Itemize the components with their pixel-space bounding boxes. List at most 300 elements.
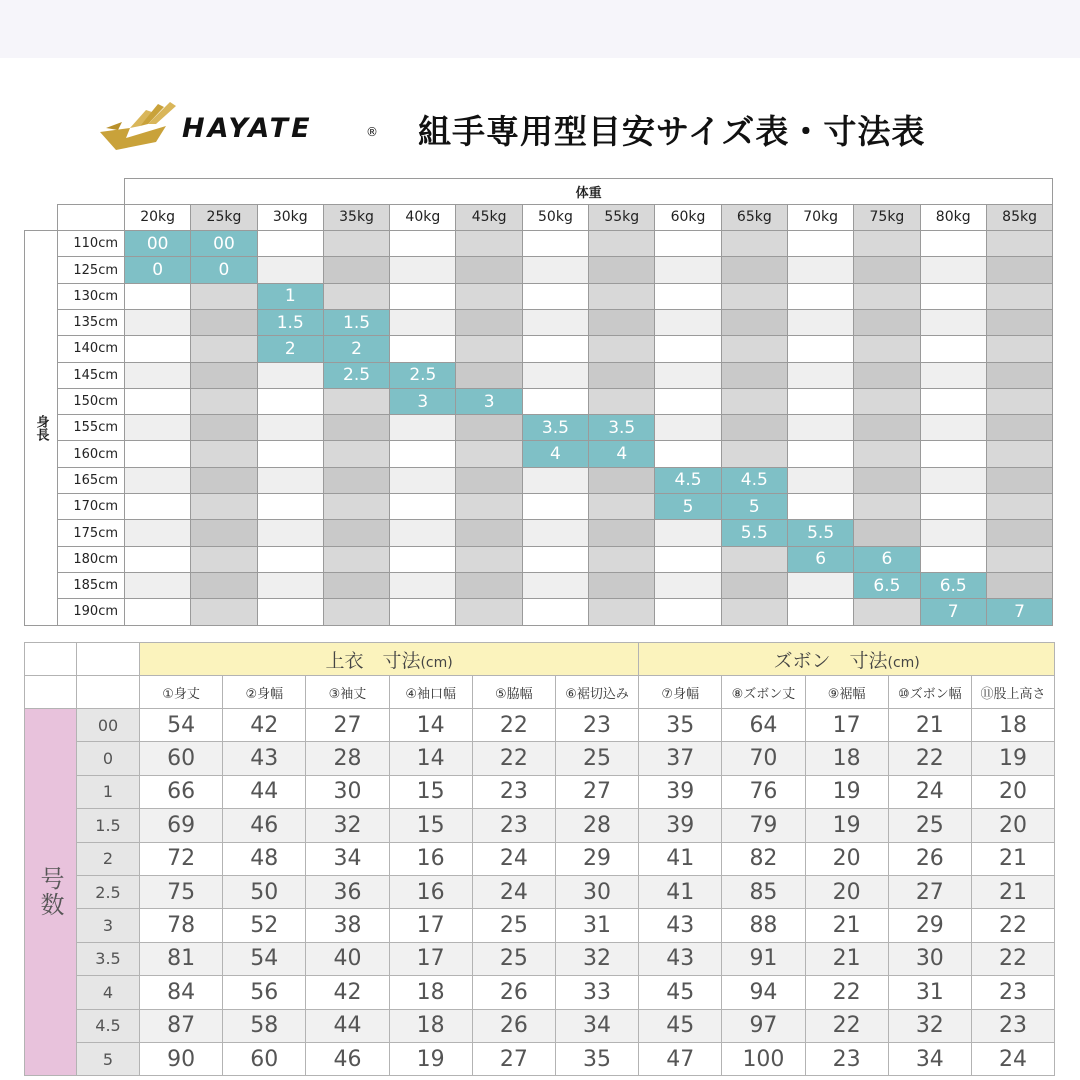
- size-guide-table: [24, 178, 1053, 626]
- size-label: 5: [77, 1042, 140, 1075]
- grid-cell: [986, 415, 1052, 441]
- grid-cell: [787, 415, 853, 441]
- measurement-value: 87: [140, 1009, 223, 1042]
- measurement-value: 17: [389, 942, 472, 975]
- measurement-value: 28: [306, 742, 389, 775]
- measurement-row: [25, 976, 1055, 1009]
- measurement-value: 25: [472, 909, 555, 942]
- height-row: [25, 257, 1053, 283]
- grid-cell: [191, 336, 257, 362]
- size-label: 4.5: [77, 1009, 140, 1042]
- measurement-value: 44: [306, 1009, 389, 1042]
- grid-cell: [323, 231, 389, 257]
- height-label: 150cm: [58, 388, 125, 414]
- grid-cell: [522, 599, 588, 625]
- size-label: 4: [77, 976, 140, 1009]
- measurement-value: 42: [223, 709, 306, 742]
- measurement-value: 22: [888, 742, 971, 775]
- measurement-value: 32: [888, 1009, 971, 1042]
- grid-cell: [456, 494, 522, 520]
- grid-cell: [257, 362, 323, 388]
- grid-cell: [920, 336, 986, 362]
- pants-unit: (cm): [887, 654, 920, 671]
- height-row: [25, 546, 1053, 572]
- measurement-value: 26: [888, 842, 971, 875]
- grid-cell: [721, 283, 787, 309]
- grid-cell: [854, 494, 920, 520]
- measurement-value: 45: [639, 1009, 722, 1042]
- measurement-value: 16: [389, 842, 472, 875]
- grid-cell: [125, 546, 191, 572]
- height-label: 125cm: [58, 257, 125, 283]
- measurement-value: 25: [555, 742, 638, 775]
- measurement-value: 28: [555, 809, 638, 842]
- measurement-value: 20: [971, 775, 1054, 808]
- size-label: 1.5: [77, 809, 140, 842]
- grid-cell: [655, 336, 721, 362]
- height-axis-title: 身長: [25, 231, 58, 625]
- grid-cell: [655, 441, 721, 467]
- measurement-value: 24: [971, 1042, 1054, 1075]
- grid-cell: [721, 309, 787, 335]
- measurement-row: [25, 709, 1055, 742]
- measurement-row: [25, 875, 1055, 908]
- grid-cell: [191, 520, 257, 546]
- grid-cell: [920, 362, 986, 388]
- grid-cell: [854, 283, 920, 309]
- size-label: 2.5: [77, 875, 140, 908]
- measurement-value: 30: [306, 775, 389, 808]
- grid-cell: [390, 336, 456, 362]
- grid-cell: [456, 257, 522, 283]
- measurement-value: 39: [639, 775, 722, 808]
- height-row: [25, 467, 1053, 493]
- grid-cell: [655, 520, 721, 546]
- measurement-value: 29: [888, 909, 971, 942]
- measurement-value: 43: [223, 742, 306, 775]
- measurement-value: 34: [306, 842, 389, 875]
- measurement-value: 91: [722, 942, 805, 975]
- corner-blank: [25, 643, 77, 676]
- grid-cell: [257, 441, 323, 467]
- measurement-value: 25: [472, 942, 555, 975]
- measurement-value: 43: [639, 909, 722, 942]
- grid-cell: [721, 441, 787, 467]
- measurement-value: 35: [555, 1042, 638, 1075]
- size-cell: 00: [191, 231, 257, 257]
- measurement-value: 85: [722, 875, 805, 908]
- grid-cell: [655, 283, 721, 309]
- grid-cell: [986, 336, 1052, 362]
- grid-cell: [323, 257, 389, 283]
- grid-cell: [854, 309, 920, 335]
- grid-cell: [390, 599, 456, 625]
- corner-blank: [77, 643, 140, 676]
- grid-cell: [854, 257, 920, 283]
- size-cell: 00: [125, 231, 191, 257]
- grid-cell: [390, 467, 456, 493]
- measurement-value: 84: [140, 976, 223, 1009]
- measurement-value: 32: [555, 942, 638, 975]
- measurement-value: 30: [555, 875, 638, 908]
- size-cell: 5: [721, 494, 787, 520]
- grid-cell: [920, 309, 986, 335]
- measurement-value: 75: [140, 875, 223, 908]
- size-cell: 1: [257, 283, 323, 309]
- size-cell: 4.5: [655, 467, 721, 493]
- grid-cell: [920, 467, 986, 493]
- grid-cell: [456, 572, 522, 598]
- grid-cell: [390, 309, 456, 335]
- size-cell: 0: [191, 257, 257, 283]
- measurement-value: 41: [639, 875, 722, 908]
- grid-cell: [655, 415, 721, 441]
- measurement-value: 23: [805, 1042, 888, 1075]
- grid-cell: [589, 546, 655, 572]
- grid-cell: [854, 467, 920, 493]
- grid-cell: [986, 494, 1052, 520]
- measurement-value: 38: [306, 909, 389, 942]
- height-label: 140cm: [58, 336, 125, 362]
- grid-cell: [986, 572, 1052, 598]
- grid-cell: [787, 467, 853, 493]
- measurement-value: 56: [223, 976, 306, 1009]
- height-label: 155cm: [58, 415, 125, 441]
- measurement-value: 82: [722, 842, 805, 875]
- measurement-row: [25, 942, 1055, 975]
- size-label: 00: [77, 709, 140, 742]
- grid-cell: [655, 309, 721, 335]
- measurement-value: 33: [555, 976, 638, 1009]
- size-cell: 5.5: [787, 520, 853, 546]
- measurement-value: 18: [389, 976, 472, 1009]
- weight-header: 25kg: [191, 204, 257, 230]
- measurement-value: 27: [888, 875, 971, 908]
- measurement-value: 17: [389, 909, 472, 942]
- size-cell: 2: [257, 336, 323, 362]
- measurement-value: 20: [805, 842, 888, 875]
- grid-cell: [721, 415, 787, 441]
- grid-cell: [655, 257, 721, 283]
- grid-cell: [986, 441, 1052, 467]
- measurement-value: 54: [140, 709, 223, 742]
- height-row: [25, 283, 1053, 309]
- measurement-value: 23: [472, 775, 555, 808]
- size-cell: 2.5: [323, 362, 389, 388]
- measurement-value: 97: [722, 1009, 805, 1042]
- page-title: 組手専用型目安サイズ表・寸法表: [418, 112, 926, 151]
- size-cell: 6: [787, 546, 853, 572]
- grid-cell: [721, 546, 787, 572]
- grid-cell: [589, 336, 655, 362]
- jacket-band: [140, 643, 639, 676]
- grid-cell: [854, 362, 920, 388]
- jacket-title: 上衣 寸法: [325, 649, 421, 672]
- grid-cell: [125, 441, 191, 467]
- grid-cell: [589, 309, 655, 335]
- height-row: [25, 520, 1053, 546]
- measurement-value: 19: [971, 742, 1054, 775]
- grid-cell: [456, 415, 522, 441]
- measurement-value: 22: [472, 709, 555, 742]
- grid-cell: [920, 546, 986, 572]
- weight-header: 20kg: [125, 204, 191, 230]
- weight-header: 30kg: [257, 204, 323, 230]
- measurement-value: 45: [639, 976, 722, 1009]
- grid-cell: [191, 283, 257, 309]
- grid-cell: [257, 520, 323, 546]
- weight-header: 85kg: [986, 204, 1052, 230]
- measurement-value: 76: [722, 775, 805, 808]
- grid-cell: [390, 520, 456, 546]
- grid-cell: [655, 231, 721, 257]
- measurement-row: [25, 909, 1055, 942]
- grid-cell: [125, 494, 191, 520]
- corner-blank: [25, 179, 58, 205]
- grid-cell: [522, 231, 588, 257]
- weight-header: 75kg: [854, 204, 920, 230]
- height-label: 190cm: [58, 599, 125, 625]
- grid-cell: [721, 388, 787, 414]
- measurement-value: 14: [389, 742, 472, 775]
- height-label: 175cm: [58, 520, 125, 546]
- measurement-value: 35: [639, 709, 722, 742]
- size-cell: 4: [522, 441, 588, 467]
- measurement-value: 24: [472, 842, 555, 875]
- grid-cell: [522, 309, 588, 335]
- grid-cell: [257, 494, 323, 520]
- grid-cell: [986, 231, 1052, 257]
- grid-cell: [191, 388, 257, 414]
- height-row: [25, 415, 1053, 441]
- grid-cell: [456, 283, 522, 309]
- grid-cell: [125, 415, 191, 441]
- grid-cell: [787, 388, 853, 414]
- size-number-label: 号数: [25, 709, 77, 1076]
- grid-cell: [257, 388, 323, 414]
- measurement-value: 81: [140, 942, 223, 975]
- grid-cell: [191, 441, 257, 467]
- measurement-value: 72: [140, 842, 223, 875]
- grid-cell: [854, 336, 920, 362]
- measurement-value: 17: [805, 709, 888, 742]
- measurement-value: 18: [971, 709, 1054, 742]
- measurement-value: 25: [888, 809, 971, 842]
- grid-cell: [854, 415, 920, 441]
- grid-cell: [986, 362, 1052, 388]
- grid-cell: [986, 388, 1052, 414]
- measurement-value: 26: [472, 1009, 555, 1042]
- grid-cell: [589, 494, 655, 520]
- measurement-value: 43: [639, 942, 722, 975]
- grid-cell: [456, 520, 522, 546]
- weight-header-row: [25, 204, 1053, 230]
- measurement-value: 94: [722, 976, 805, 1009]
- grid-cell: [323, 572, 389, 598]
- grid-cell: [655, 572, 721, 598]
- measurement-value: 22: [805, 1009, 888, 1042]
- corner-blank: [25, 204, 58, 230]
- measurement-value: 34: [555, 1009, 638, 1042]
- size-cell: 6.5: [854, 572, 920, 598]
- height-label: 185cm: [58, 572, 125, 598]
- grid-cell: [456, 336, 522, 362]
- measurement-value: 19: [805, 775, 888, 808]
- grid-cell: [257, 572, 323, 598]
- size-label: 1: [77, 775, 140, 808]
- measurement-column-header: ⑪股上高さ: [971, 676, 1054, 709]
- grid-cell: [390, 494, 456, 520]
- grid-cell: [787, 231, 853, 257]
- grid-cell: [787, 441, 853, 467]
- grid-cell: [522, 546, 588, 572]
- measurement-value: 88: [722, 909, 805, 942]
- measurement-row: [25, 742, 1055, 775]
- grid-cell: [390, 231, 456, 257]
- size-cell: 5.5: [721, 520, 787, 546]
- grid-cell: [721, 336, 787, 362]
- grid-cell: [125, 362, 191, 388]
- height-label: 170cm: [58, 494, 125, 520]
- grid-cell: [125, 599, 191, 625]
- grid-cell: [655, 388, 721, 414]
- weight-header: 55kg: [589, 204, 655, 230]
- grid-cell: [721, 231, 787, 257]
- grid-cell: [721, 257, 787, 283]
- grid-cell: [721, 599, 787, 625]
- measurement-row: [25, 809, 1055, 842]
- height-row: [25, 441, 1053, 467]
- measurement-value: 31: [888, 976, 971, 1009]
- size-cell: 7: [986, 599, 1052, 625]
- measurement-value: 78: [140, 909, 223, 942]
- grid-cell: [655, 546, 721, 572]
- grid-cell: [854, 520, 920, 546]
- grid-cell: [456, 599, 522, 625]
- measurement-column-header: ⑦身幅: [639, 676, 722, 709]
- size-cell: 0: [125, 257, 191, 283]
- height-row: [25, 494, 1053, 520]
- measurement-value: 46: [306, 1042, 389, 1075]
- measurement-value: 50: [223, 875, 306, 908]
- grid-cell: [522, 257, 588, 283]
- measurement-value: 22: [971, 942, 1054, 975]
- size-cell: 5: [655, 494, 721, 520]
- grid-cell: [125, 309, 191, 335]
- height-row: [25, 231, 1053, 257]
- grid-cell: [854, 599, 920, 625]
- measurement-value: 60: [223, 1042, 306, 1075]
- grid-cell: [191, 415, 257, 441]
- grid-cell: [986, 467, 1052, 493]
- grid-cell: [390, 283, 456, 309]
- grid-cell: [390, 415, 456, 441]
- measurement-value: 100: [722, 1042, 805, 1075]
- measurement-column-header: ③袖丈: [306, 676, 389, 709]
- grid-cell: [522, 494, 588, 520]
- size-cell: 3.5: [589, 415, 655, 441]
- measurement-value: 34: [888, 1042, 971, 1075]
- measurement-value: 70: [722, 742, 805, 775]
- weight-header: 80kg: [920, 204, 986, 230]
- grid-cell: [522, 572, 588, 598]
- measurement-value: 23: [971, 1009, 1054, 1042]
- height-label: 160cm: [58, 441, 125, 467]
- grid-cell: [323, 494, 389, 520]
- grid-cell: [854, 388, 920, 414]
- measurement-value: 39: [639, 809, 722, 842]
- measurement-value: 26: [472, 976, 555, 1009]
- grid-cell: [589, 388, 655, 414]
- top-band: [0, 0, 1080, 58]
- size-cell: 1.5: [323, 309, 389, 335]
- grid-cell: [257, 231, 323, 257]
- height-row: [25, 388, 1053, 414]
- grid-cell: [390, 572, 456, 598]
- grid-cell: [986, 309, 1052, 335]
- weight-header: 35kg: [323, 204, 389, 230]
- weight-header: 65kg: [721, 204, 787, 230]
- hayate-logo: [96, 98, 396, 158]
- pants-band: [639, 643, 1055, 676]
- grid-cell: [257, 467, 323, 493]
- grid-cell: [323, 388, 389, 414]
- grid-cell: [920, 415, 986, 441]
- size-cell: 4.5: [721, 467, 787, 493]
- weight-header: 60kg: [655, 204, 721, 230]
- grid-cell: [787, 362, 853, 388]
- grid-cell: [125, 336, 191, 362]
- grid-cell: [522, 336, 588, 362]
- grid-cell: [456, 362, 522, 388]
- grid-cell: [522, 388, 588, 414]
- measurement-value: 21: [805, 942, 888, 975]
- grid-cell: [920, 231, 986, 257]
- grid-cell: [854, 441, 920, 467]
- grid-cell: [920, 257, 986, 283]
- grid-cell: [125, 520, 191, 546]
- corner-blank: [58, 179, 125, 205]
- pants-title: ズボン 寸法: [773, 649, 888, 672]
- grid-cell: [323, 415, 389, 441]
- height-label: 110cm: [58, 231, 125, 257]
- grid-cell: [456, 546, 522, 572]
- grid-cell: [920, 388, 986, 414]
- grid-cell: [125, 572, 191, 598]
- grid-cell: [522, 520, 588, 546]
- weight-header: 70kg: [787, 204, 853, 230]
- grid-cell: [589, 362, 655, 388]
- measurement-column-header: ⑤脇幅: [472, 676, 555, 709]
- measurement-column-header: ⑩ズボン幅: [888, 676, 971, 709]
- measurement-value: 20: [805, 875, 888, 908]
- size-cell: 3.5: [522, 415, 588, 441]
- grid-cell: [257, 415, 323, 441]
- corner-blank: [77, 676, 140, 709]
- measurement-value: 60: [140, 742, 223, 775]
- measurement-value: 64: [722, 709, 805, 742]
- height-label: 135cm: [58, 309, 125, 335]
- measurement-row: [25, 842, 1055, 875]
- grid-cell: [522, 467, 588, 493]
- grid-cell: [390, 441, 456, 467]
- measurement-value: 27: [555, 775, 638, 808]
- grid-cell: [456, 309, 522, 335]
- measurement-value: 15: [389, 775, 472, 808]
- measurement-value: 46: [223, 809, 306, 842]
- grid-cell: [456, 441, 522, 467]
- height-label: 165cm: [58, 467, 125, 493]
